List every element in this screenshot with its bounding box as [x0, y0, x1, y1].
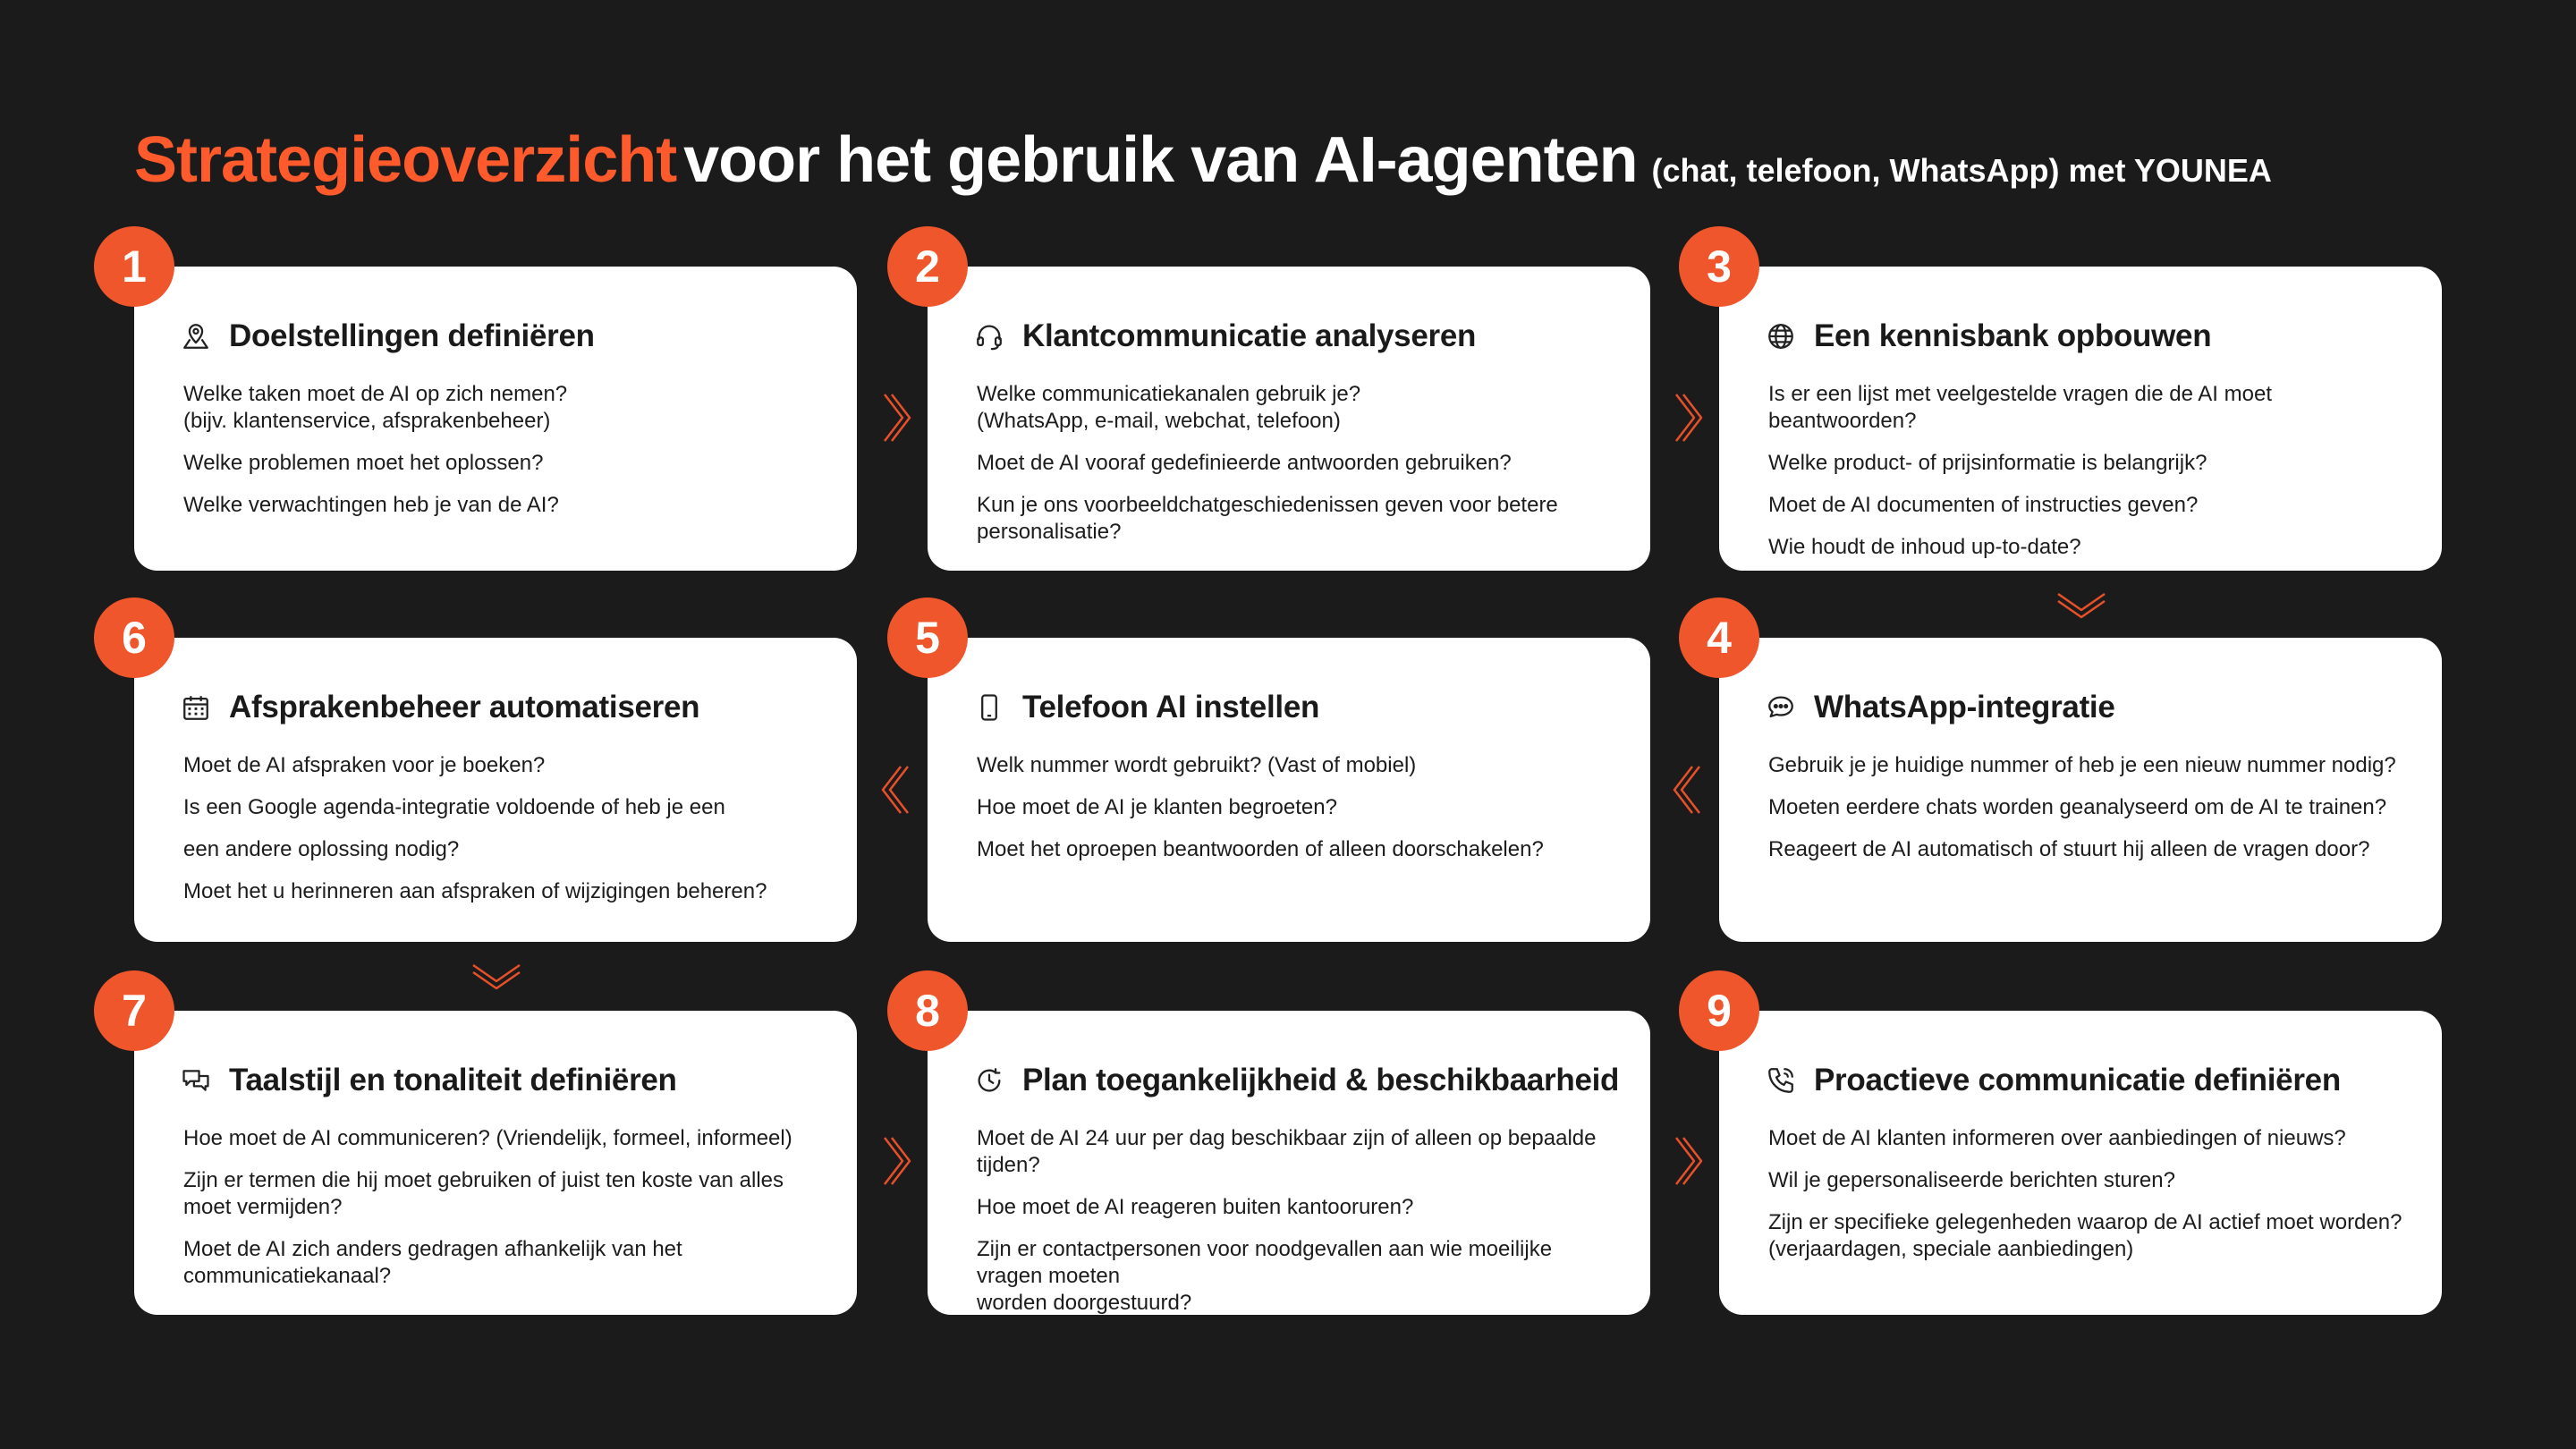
question-list [1768, 752, 2415, 878]
question-item: Welk nummer wordt gebruikt? (Vast of mobiel) [977, 753, 1417, 777]
question-item: Zijn er specifieke gelegenheden waarop de AI actief moet worden? (verjaardagen, speciale aanbiedingen) [1768, 1210, 2402, 1261]
phone-icon [1766, 1065, 1796, 1096]
step-header [181, 690, 699, 725]
step-header [181, 1063, 677, 1098]
step-card-6 [134, 638, 857, 942]
chevron-right-icon [1673, 1134, 1703, 1188]
question-item: Moeten eerdere chats worden geanalyseerd om de AI te trainen? [1768, 795, 2387, 819]
conversation-icon [181, 1065, 211, 1096]
step-header [974, 690, 1319, 725]
question-item: Hoe moet de AI communiceren? (Vriendelijk, formeel, informeel) [183, 1126, 792, 1150]
question-item: Kun je ons voorbeeldchatgeschiedenissen geven voor betere personalisatie? [977, 493, 1558, 544]
step-number-badge: 2 [887, 226, 968, 307]
step-title: Een kennisbank opbouwen [1814, 318, 2212, 353]
step-number-badge: 6 [94, 597, 174, 678]
question-item: Is een Google agenda-integratie voldoende of heb je een [183, 795, 725, 819]
question-item: een andere oplossing nodig? [183, 837, 460, 861]
question-item: Zijn er contactpersonen voor noodgevallen aan wie moeilijke vragen moeten worden doorgestuurd? [977, 1237, 1553, 1315]
step-header [1766, 318, 2211, 354]
question-list [977, 752, 1623, 878]
step-title: Plan toegankelijkheid & beschikbaarheid [1022, 1063, 1620, 1097]
question-list [1768, 381, 2415, 576]
question-item: Hoe moet de AI je klanten begroeten? [977, 795, 1337, 819]
question-item: Wil je gepersonaliseerde berichten sturen? [1768, 1168, 2175, 1192]
step-title: Doelstellingen definiëren [229, 318, 595, 353]
step-card-9 [1719, 1011, 2442, 1315]
question-list [977, 381, 1623, 561]
question-item: Moet het u herinneren aan afspraken of wijzigingen beheren? [183, 879, 767, 903]
question-item: Moet de AI afspraken voor je boeken? [183, 753, 546, 777]
page-title [134, 123, 2272, 197]
chevron-right-icon [881, 391, 911, 445]
step-card-8 [928, 1011, 1650, 1315]
step-title: Taalstijl en tonaliteit definiëren [229, 1063, 677, 1097]
calendar-icon [181, 692, 211, 723]
smartphone-icon [974, 692, 1004, 723]
title-main: voor het gebruik van AI-agenten [683, 124, 1638, 196]
step-header [1766, 1063, 2341, 1098]
question-item: Moet de AI documenten of instructies geven? [1768, 493, 2199, 517]
question-item: Zijn er termen die hij moet gebruiken of juist ten koste van alles moet vermijden? [183, 1168, 784, 1219]
chevron-right-icon [881, 1134, 911, 1188]
step-number-badge: 9 [1679, 970, 1759, 1051]
step-number-badge: 4 [1679, 597, 1759, 678]
globe-icon [1766, 321, 1796, 352]
step-title: Proactieve communicatie definiëren [1814, 1063, 2341, 1097]
step-number-badge: 7 [94, 970, 174, 1051]
chat-bubble-icon [1766, 692, 1796, 723]
chevron-right-icon [1673, 391, 1703, 445]
step-header [974, 318, 1476, 354]
question-item: Moet de AI zich anders gedragen afhankelijk van het communicatiekanaal? [183, 1237, 682, 1288]
step-header [974, 1063, 1619, 1098]
step-number-badge: 3 [1679, 226, 1759, 307]
headset-icon [974, 321, 1004, 352]
step-number-badge: 1 [94, 226, 174, 307]
chevron-left-icon [1673, 763, 1703, 817]
title-subtitle: (chat, telefoon, WhatsApp) met YOUNEA [1651, 152, 2272, 189]
question-item: Reageert de AI automatisch of stuurt hij alleen de vragen door? [1768, 837, 2370, 861]
question-item: Welke verwachtingen heb je van de AI? [183, 493, 559, 517]
step-title: WhatsApp-integratie [1814, 690, 2115, 724]
step-card-4 [1719, 638, 2442, 942]
question-item: Wie houdt de inhoud up-to-date? [1768, 535, 2081, 559]
question-item: Gebruik je je huidige nummer of heb je een nieuw nummer nodig? [1768, 753, 2396, 777]
question-item: Hoe moet de AI reageren buiten kantooruren? [977, 1195, 1414, 1219]
question-item: Moet de AI klanten informeren over aanbiedingen of nieuws? [1768, 1126, 2346, 1150]
chevron-down-icon [470, 962, 523, 992]
question-item: Moet het oproepen beantwoorden of alleen doorschakelen? [977, 837, 1544, 861]
question-list [183, 1125, 830, 1305]
step-card-7 [134, 1011, 857, 1315]
question-list [1768, 1125, 2415, 1278]
question-item: Is er een lijst met veelgestelde vragen die de AI moet beantwoorden? [1768, 382, 2272, 433]
chevron-left-icon [881, 763, 911, 817]
question-list [183, 381, 830, 534]
step-card-1 [134, 267, 857, 571]
step-card-2 [928, 267, 1650, 571]
step-title: Telefoon AI instellen [1022, 690, 1320, 724]
map-pin-icon [181, 321, 211, 352]
question-item: Welke product- of prijsinformatie is belangrijk? [1768, 451, 2207, 475]
title-accent: Strategieoverzicht [134, 124, 677, 196]
chevron-down-icon [2055, 590, 2108, 621]
step-number-badge: 5 [887, 597, 968, 678]
question-item: Welke problemen moet het oplossen? [183, 451, 544, 475]
question-item: Moet de AI 24 uur per dag beschikbaar zijn of alleen op bepaalde tijden? [977, 1126, 1597, 1177]
step-card-5 [928, 638, 1650, 942]
step-card-3 [1719, 267, 2442, 571]
step-header [1766, 690, 2115, 725]
question-item: Welke taken moet de AI op zich nemen? (bijv. klantenservice, afsprakenbeheer) [183, 382, 568, 433]
step-title: Afsprakenbeheer automatiseren [229, 690, 700, 724]
clock-icon [974, 1065, 1004, 1096]
step-number-badge: 8 [887, 970, 968, 1051]
question-item: Welke communicatiekanalen gebruik je? (WhatsApp, e-mail, webchat, telefoon) [977, 382, 1361, 433]
step-header [181, 318, 595, 354]
question-item: Moet de AI vooraf gedefinieerde antwoorden gebruiken? [977, 451, 1512, 475]
question-list [183, 752, 830, 920]
step-title: Klantcommunicatie analyseren [1022, 318, 1477, 353]
question-list [977, 1125, 1623, 1332]
